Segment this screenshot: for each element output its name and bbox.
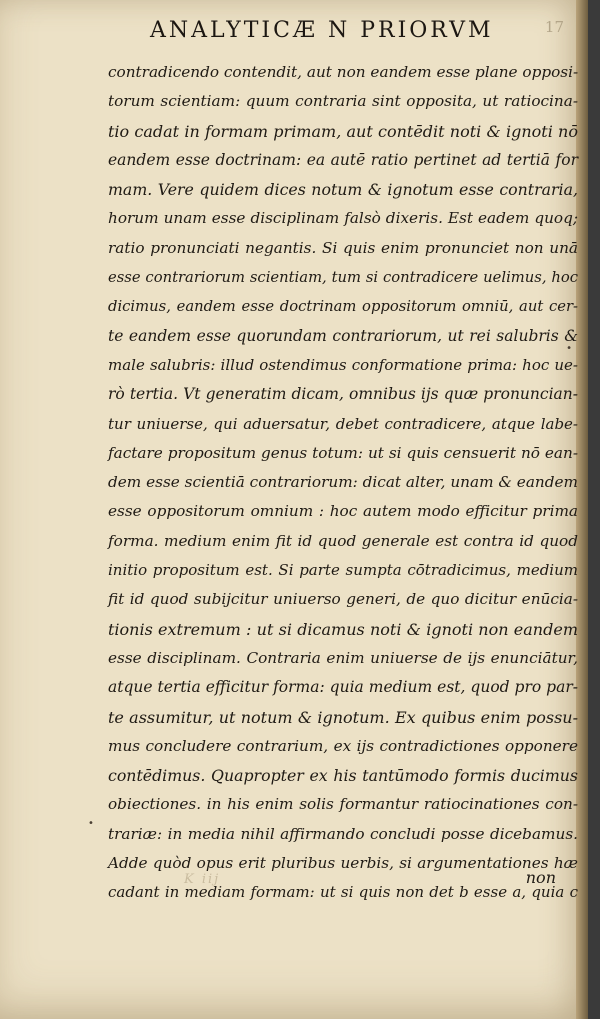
text-line: tio cadat in formam primam, aut contēdit noti & ignoti nō [108, 121, 578, 141]
text-line: male salubris: illud ostendimus conformatione prima: hoc ue- [108, 355, 578, 374]
text-line: tionis extremum : ut si dicamus noti & ignoti non eandem [108, 619, 578, 639]
margin-dot-right: • [566, 343, 572, 354]
text-line: ratio pronunciati negantis. Si quis enim pronunciet non unā [108, 238, 578, 257]
text-line: te assumitur, ut notum & ignotum. Ex quibus enim possu- [108, 707, 578, 727]
text-line: Adde quòd opus erit pluribus uerbis, si argumentationes hæ [108, 854, 578, 873]
text-line: te eandem esse quorundam contrariorum, ut rei salubris & [108, 326, 578, 345]
text-line: trariæ: in media nihil affirmando concludi posse dicebamus. [108, 824, 578, 843]
text-line: initio propositum est. Si parte sumpta cōtradicimus, medium [108, 561, 578, 580]
text-line: fit id quod subijcitur uniuerso generi, de quo dicitur enūcia- [108, 590, 578, 609]
text-line: eandem esse doctrinam: ea autē ratio pertinet ad tertiā for [108, 150, 578, 169]
text-line: horum unam esse disciplinam falsò dixeris. Est eadem quoq; [108, 209, 578, 228]
text-line: rò tertia. Vt generatim dicam, omnibus ijs quæ pronuncian- [108, 385, 578, 404]
text-line: esse oppositorum omnium : hoc autem modo efficitur prima [108, 502, 578, 521]
body-text [108, 58, 578, 908]
text-line: torum scientiam: quum contraria sint opposita, ut ratiocina- [108, 92, 578, 111]
margin-dot-left: • [88, 818, 94, 829]
text-line: esse contrariorum scientiam, tum si contradicere uelimus, hoc [108, 269, 578, 287]
signature-mark: K iij [184, 872, 221, 887]
folio-number: 17 [544, 18, 564, 36]
catchword: non [525, 868, 556, 887]
text-line: cadant in mediam formam: ut si quis non det b esse a, quia c [108, 883, 578, 902]
text-line: atque tertia efficitur forma: quia medium est, quod pro par- [108, 678, 578, 697]
running-title: ANALYTICÆ N PRIORVM [150, 18, 494, 43]
text-line: mus concludere contrarium, ex ijs contradictiones opponere [108, 736, 578, 755]
text-line: tur uniuerse, qui aduersatur, debet contradicere, atque labe- [108, 414, 578, 433]
text-line: mam. Vere quidem dices notum & ignotum esse contraria, [108, 180, 578, 200]
text-line: forma. medium enim fit id quod generale est contra id quod [108, 531, 578, 550]
text-line: dem esse scientiā contrariorum: dicat alter, unam & eandem [108, 473, 578, 492]
text-line: contradicendo contendit, aut non eandem esse plane opposi- [108, 63, 579, 81]
text-line: esse disciplinam. Contraria enim uniuerse de ijs enunciātur, [108, 648, 578, 667]
text-line: obiectiones. in his enim solis formantur ratiocinationes con- [108, 795, 578, 814]
text-line: factare propositum genus totum: ut si quis censuerit nō ean- [108, 443, 578, 462]
text-line: dicimus, eandem esse doctrinam oppositorum omniū, aut cer- [108, 298, 578, 316]
text-line: contēdimus. Quapropter ex his tantūmodo formis ducimus [108, 766, 578, 786]
